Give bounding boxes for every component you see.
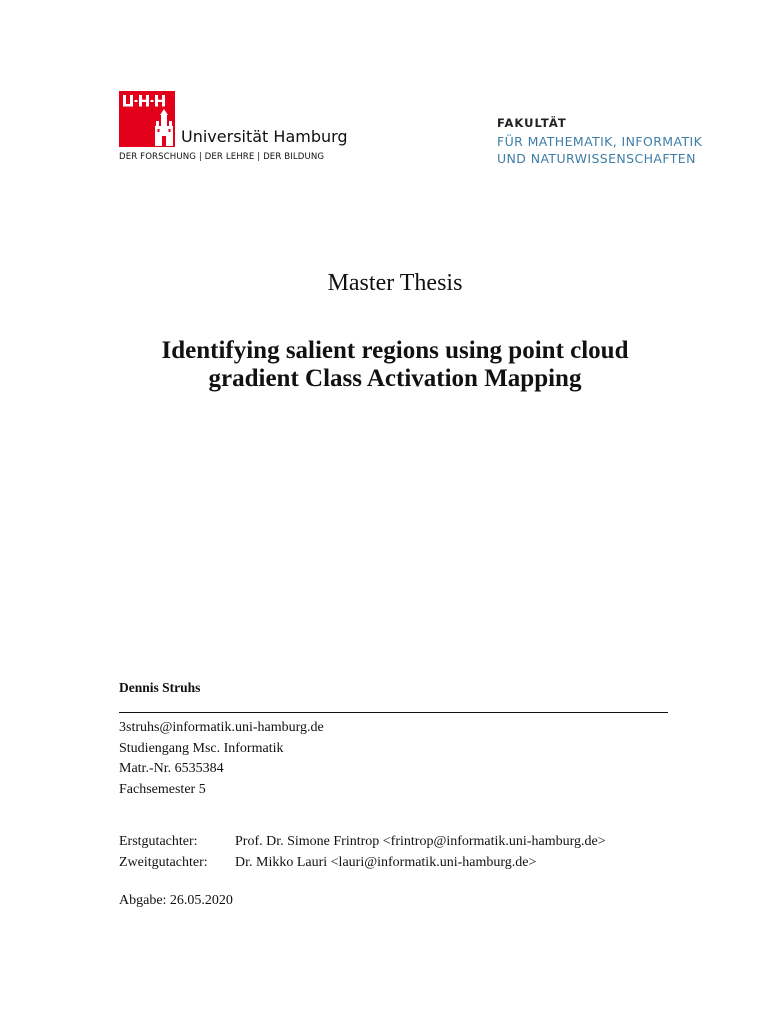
reviewer-row: [119, 832, 606, 853]
faculty-line-1: FAKULTÄT: [497, 116, 567, 130]
submission-date: Abgabe: 26.05.2020: [119, 893, 233, 908]
faculty-line-3: UND NATURWISSENSCHAFTEN: [497, 151, 696, 166]
reviewer-value: Prof. Dr. Simone Frintrop <frintrop@informatik.uni-hamburg.de>: [235, 834, 606, 849]
author-email: 3struhs@informatik.uni-hamburg.de: [119, 720, 324, 735]
matriculation-number: Matr.-Nr. 6535384: [119, 761, 224, 776]
thesis-title: [0, 337, 768, 393]
faculty-block: [497, 115, 702, 168]
reviewer-label: Zweitgutachter:: [119, 854, 208, 870]
university-name: Universität Hamburg: [181, 127, 348, 146]
university-tagline: DER FORSCHUNG | DER LEHRE | DER BILDUNG: [119, 152, 325, 162]
author-details: [119, 718, 324, 800]
semester: Fachsemester 5: [119, 781, 206, 797]
reviewer-row: [119, 853, 606, 874]
reviewers: [119, 832, 606, 873]
thesis-title-line-1: Identifying salient regions using point cloud: [161, 337, 629, 364]
divider: [119, 712, 668, 713]
thesis-type: Master Thesis: [327, 270, 463, 296]
reviewer-value: Dr. Mikko Lauri <lauri@informatik.uni-hamburg.de>: [235, 854, 537, 870]
university-logo-mark: [119, 91, 175, 147]
study-program: Studiengang Msc. Informatik: [119, 740, 284, 756]
author-name: Dennis Struhs: [119, 680, 201, 695]
faculty-line-2: FÜR MATHEMATIK, INFORMATIK: [497, 133, 703, 149]
thesis-title-line-2: gradient Class Activation Mapping: [208, 365, 582, 392]
reviewer-label: Erstgutachter:: [119, 834, 198, 849]
hamburg-castle-icon: [119, 91, 175, 147]
